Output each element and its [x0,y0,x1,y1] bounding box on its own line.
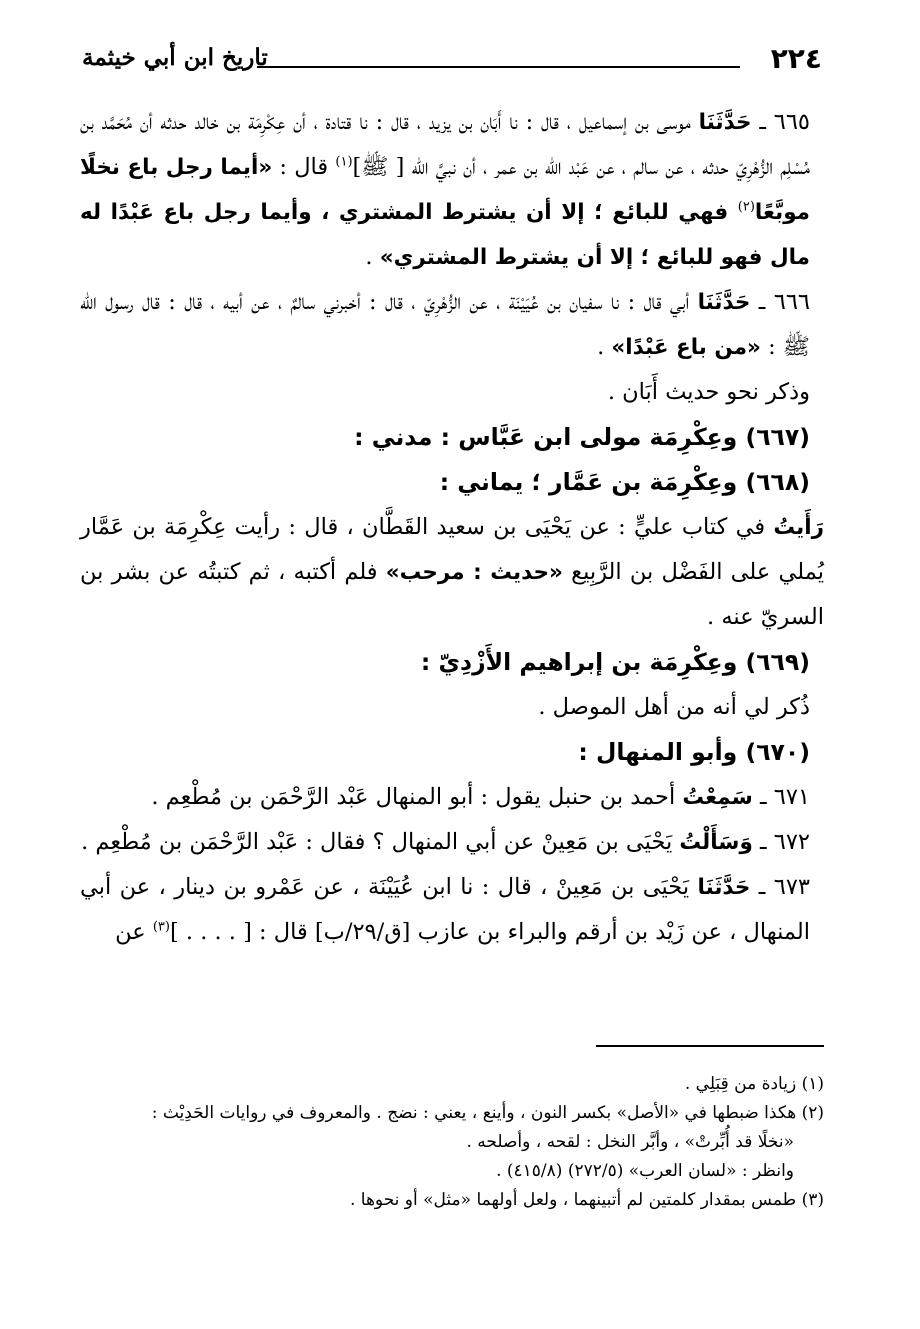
paragraph-668 [80,505,824,640]
chain-text: يَحْيَى بن مَعِينْ عن أبي المنهال ؟ فقال : عَبْد الرَّحْمَن بن مُطْعِم . [81,829,680,855]
narration-lead: وَسَأَلْتُ [679,830,753,855]
footnote-2-cont: «نخلًا قد أُبِّرتْ» ، وأبَّر النخل : لقحه ، وأصلحه . [466,1132,794,1152]
footnotes [80,1070,824,1215]
paragraph-665 [80,100,824,280]
chain-text: أبي قال : نا سفيان بن عُيَيْنَة ، عن الزُّهْرِيّ ، قال : أخبرني سالمٌ ، عن أبيه ، قال : قال رسول الله ﷺ : [80,289,810,360]
heading-670: (٦٧٠) وأبو المنهال : [578,738,810,766]
paragraph-669: ذُكر لي أنه من أهل الموصل . [538,694,810,720]
heading-669: (٦٦٩) وعِكْرِمَة بن إبراهيم الأَزْدِيّ : [420,648,810,676]
page-number: ٢٢٤ [770,42,822,75]
narration-lead: رَأَيتُ [773,515,824,540]
paragraph-673 [80,865,824,955]
footnote-ref-1: (١) [335,154,353,170]
footnote-ref-2: (٢) [737,199,755,215]
book-title: تاريخ ابن أبي خيثمة [82,44,268,71]
hadith-quote: «أيما رجل باع نخلًا موبَّعًا [80,155,810,225]
paragraph-671 [80,775,824,820]
heading-668: (٦٦٨) وعِكْرِمَة بن عَمَّار ؛ يماني : [439,468,810,496]
chain-text: موسى بن إسماعيل ، قال : نا أَبَان بن يزيد ، قال : نا قتادة ، أن عِكْرِمَة بن خالد حدثه أن مُحَمَّد بن مُسْلِم الزُّهْرِيّ حدثه ، عن سالم ، عن عَبْد الله بن عمر ، أن نبيَّ الله [ ﷺ] [80,109,810,180]
main-text [80,100,824,955]
header-rule [257,66,740,68]
hadith-quote-cont: فهي للبائع ؛ إلا أن يشترط المشتري ، وأيما رجل باع عَبْدًا له مال فهو للبائع ؛ إلا أن يشترط المشتري» [80,200,810,270]
paragraph-672 [80,820,824,865]
footnote-1: (١) زيادة من قِبَلِي . [684,1074,824,1094]
chain-text-cont: فلم أكتبه ، ثم كتبتُه عن بشر بن السريّ عنه . [80,559,824,630]
hadith-number: ٦٦٦ ـ [758,289,810,315]
narration-lead: سَمِعْتُ [682,785,753,810]
chain-text: في كتاب عليٍّ : عن يَحْيَى بن سعيد القَطَّان ، قال : رأيت عِكْرِمَة بن عَمَّار يُملي على الفَضْل بن الرَّبِيع [80,514,824,585]
narration-lead: حَدَّثَنَا [697,875,751,900]
hadith-number: ٦٧٢ ـ [759,829,810,855]
chain-text: يَحْيَى بن مَعِينْ ، قال : نا ابن عُيَيْنَة ، عن عَمْرو بن دينار ، عن أبي المنهال ، عن زَيْد بن أرقم والبراء بن عازب [ق/٢٩/ب] قال : [ . . . . ] [80,874,810,945]
paragraph-666-note: وذكر نحو حديث أَبَان . [607,379,810,405]
narration-lead: حَدَّثَنَا [698,110,752,135]
hadith-number: ٦٧١ ـ [759,784,810,810]
connector-text: قال : [272,154,336,180]
end-mark: . [597,334,612,360]
hadith-quote: «من باع عَبْدًا» [611,335,761,360]
paragraph-666 [80,280,824,370]
footnote-2-ref: وانظر : «لسان العرب» (٢٧٢/٥) (٤١٥/٨) . [496,1161,794,1181]
end-mark: . [365,244,380,270]
hadith-quote: «حديث : مرحب» [385,560,563,585]
hadith-number: ٦٧٣ ـ [758,874,811,900]
footnote-rule [596,1045,824,1047]
footnote-3: (٣) طمس بمقدار كلمتين لم أتبينهما ، ولعل أولهما «مثل» أو نحوها . [349,1190,824,1210]
footnote-2: (٢) هكذا ضبطها في «الأصل» بكسر النون ، وأينع ، يعني : نضج . والمعروف في روايات الحَدِيْث : [151,1103,824,1123]
chain-text: أحمد بن حنبل يقول : أبو المنهال عَبْد الرَّحْمَن بن مُطْعِم . [151,784,683,810]
footnote-ref-3: (٣) [152,919,170,935]
hadith-number: ٦٦٥ ـ [759,109,810,135]
narration-lead: حَدَّثَنَا [697,290,751,315]
chain-text-cont: عن [115,919,153,945]
page-header [82,42,822,86]
heading-667: (٦٦٧) وعِكْرِمَة مولى ابن عَبَّاس : مدني : [354,423,810,451]
